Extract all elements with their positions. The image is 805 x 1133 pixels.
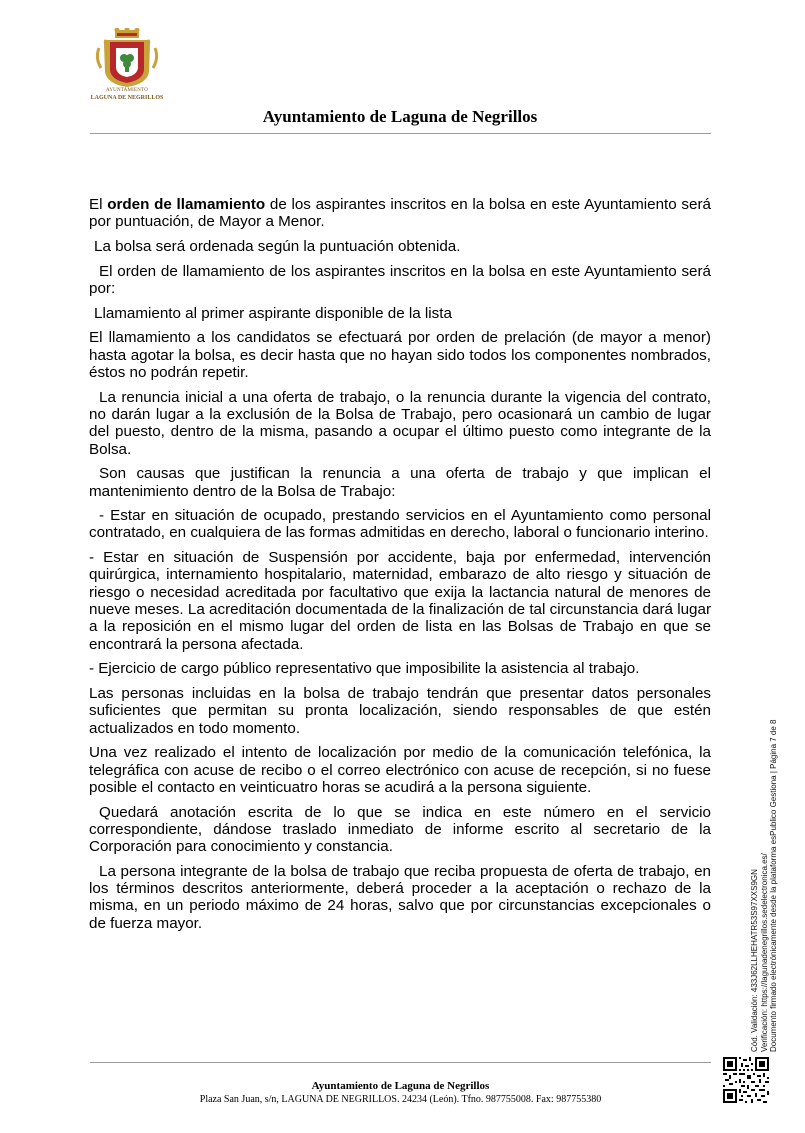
header-divider <box>90 133 711 134</box>
validation-code: Cód. Validación: 433J62LLHEHATR53S97XXS9GN <box>750 869 759 1052</box>
validation-sidebar <box>750 720 779 1053</box>
paragraph-1-prefix: El <box>89 196 108 213</box>
qr-code-icon <box>723 1057 769 1103</box>
page-header-title: Ayuntamiento de Laguna de Negrillos <box>262 107 538 126</box>
footer-address: Plaza San Juan, s/n, LAGUNA DE NEGRILLOS. 24234 (León). Tfno. 987755008. Fax: 987755380 <box>199 1094 602 1105</box>
paragraph-2: La bolsa será ordenada según la puntuación obtenida. <box>94 237 461 255</box>
footer-title: Ayuntamiento de Laguna de Negrillos <box>311 1080 490 1092</box>
paragraph-7: Son causas que justifican la renuncia a una oferta de trabajo y que implican el mantenimiento dentro de la Bolsa de Trabajo: <box>89 465 711 500</box>
footer-divider <box>90 1062 711 1063</box>
paragraph-1-bold-term: orden de llamamiento <box>107 196 266 213</box>
signature-notice: Documento firmado electrónicamente desde la plataforma esPublico Gestiona | Página 7 de 8 <box>769 719 779 1052</box>
paragraph-6: La renuncia inicial a una oferta de trabajo, o la renuncia durante la vigencia del contrato, no darán lugar a la exclusión de la Bolsa de Trabajo, pero ocasionará un cambio de lugar del puesto, dentro de la misma, pasando a ocupar el último puesto como integrante de la Bolsa. <box>89 388 711 458</box>
paragraph-1 <box>89 196 711 231</box>
verification-url[interactable]: Verificación: https://lagunadenegrillos.sedelectronica.es/ <box>759 853 769 1052</box>
logo-caption-line2: LAGUNA DE NEGRILLOS <box>90 95 164 101</box>
paragraph-1-suffix: de los aspirantes inscritos en la bolsa en este Ayuntamiento será por puntuación, de Mayor a Menor. <box>89 196 711 231</box>
paragraph-10: - Ejercicio de cargo público representativo que imposibilite la asistencia al trabajo. <box>89 660 640 678</box>
paragraph-14: La persona integrante de la bolsa de trabajo que reciba propuesta de oferta de trabajo, en los términos descritos anteriormente, deberá proceder a la aceptación o rechazo de la misma, en un periodo máximo de 24 horas, salvo que por circunstancias excepcionales o de fuerza mayor. <box>89 862 711 932</box>
paragraph-11: Las personas incluidas en la bolsa de trabajo tendrán que presentar datos personales suficientes que permitan su pronta localización, siendo responsables de que estén actualizados en todo momento. <box>89 685 711 737</box>
logo-caption-line1: AYUNTAMIENTO <box>106 88 148 93</box>
paragraph-12: Una vez realizado el intento de localización por medio de la comunicación telefónica, la telegráfica con acuse de recibo o el correo electrónico con acuse de recepción, si no fuese posible el contacto en veinticuatro horas se acudirá a la persona siguiente. <box>89 744 711 796</box>
paragraph-5: El llamamiento a los candidatos se efectuará por orden de prelación (de mayor a menor) hasta agotar la bolsa, es decir hasta que no hayan sido todos los componentes nombrados, éstos no podrán repetir. <box>89 329 711 381</box>
document-body <box>89 196 711 939</box>
paragraph-8: - Estar en situación de ocupado, prestando servicios en el Ayuntamiento como personal contratado, en cualquiera de las formas admitidas en derecho, laboral o funcionario interino. <box>89 507 711 542</box>
paragraph-4: Llamamiento al primer aspirante disponible de la lista <box>94 304 452 322</box>
paragraph-3: El orden de llamamiento de los aspirantes inscritos en la bolsa en este Ayuntamiento será por: <box>89 262 711 297</box>
paragraph-9: - Estar en situación de Suspensión por accidente, baja por enfermedad, intervención quirúrgica, internamiento hospitalario, maternidad, embarazo de alto riesgo y situación de riesgo o necesidad acreditada por facultativo que exija la lactancia natural de menores de nueve meses. La acreditación documentada de la finalización de tal circunstancia dará lugar a la reposición en el mismo lugar del orden de lista en las Bolsas de Trabajo en que se encontrará la persona afectada. <box>89 549 711 653</box>
paragraph-13: Quedará anotación escrita de lo que se indica en este número en el servicio correspondiente, dándose traslado inmediato de informe escrito al secretario de la Corporación para conocimiento y constancia. <box>89 803 711 856</box>
